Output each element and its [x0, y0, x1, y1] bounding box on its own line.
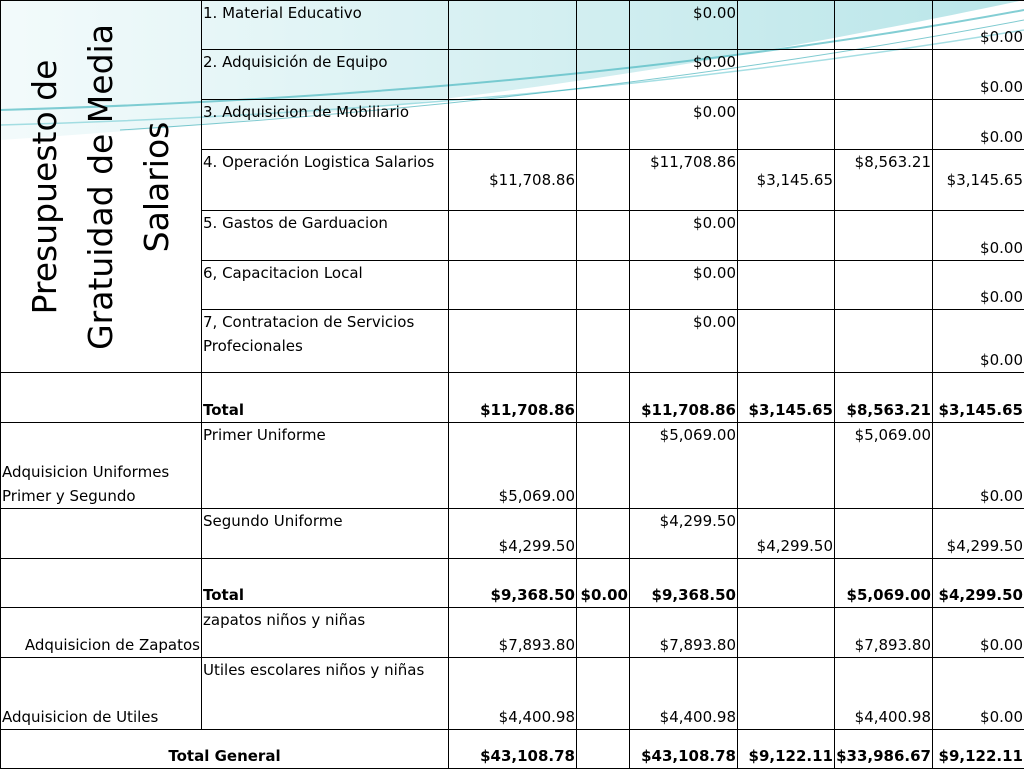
- cell-value: [449, 1, 577, 50]
- cell-value: $9,368.50: [449, 559, 577, 608]
- cell-value: $0.00: [630, 50, 738, 100]
- cell-value: $8,563.21: [835, 150, 933, 211]
- row-label: 3. Adquisicion de Mobiliario: [202, 100, 449, 150]
- cell-value: [449, 211, 577, 261]
- cell-value: $43,108.78: [630, 730, 738, 769]
- cell-value: [577, 658, 630, 730]
- cell-value: [738, 50, 835, 100]
- row-label: Segundo Uniforme: [202, 509, 449, 559]
- cell-value: [835, 310, 933, 373]
- cell-value: [835, 1, 933, 50]
- row-label: 7, Contratacion de Servicios Profecionales: [202, 310, 449, 373]
- total-label: Total: [202, 373, 449, 423]
- cell-value: [577, 261, 630, 310]
- cell-value: [577, 373, 630, 423]
- cell-value: $4,400.98: [835, 658, 933, 730]
- cell-value: [577, 50, 630, 100]
- cell-value: $0.00: [933, 261, 1024, 310]
- cell-value: [577, 310, 630, 373]
- row-label: Utiles escolares niños y niñas: [202, 658, 449, 730]
- cell-value: $9,368.50: [630, 559, 738, 608]
- table-row: [1, 658, 1024, 730]
- cell-value: [577, 730, 630, 769]
- cell-value: [449, 100, 577, 150]
- cell-value: [577, 150, 630, 211]
- cell-value: $11,708.86: [449, 150, 577, 211]
- cell-value: $0.00: [933, 423, 1024, 509]
- cell-value: [738, 559, 835, 608]
- row-label: 2. Adquisición de Equipo: [202, 50, 449, 100]
- cell-value: [577, 509, 630, 559]
- cell-value: $0.00: [630, 1, 738, 50]
- total-general-label: Total General: [1, 730, 449, 769]
- cell-value: [835, 261, 933, 310]
- cell-value: [738, 100, 835, 150]
- cell-value: $7,893.80: [835, 608, 933, 658]
- cell-value: $0.00: [630, 100, 738, 150]
- table-row: [1, 1, 1024, 50]
- cell-value: [835, 211, 933, 261]
- section-title-cell: [1, 1, 202, 373]
- total-general-row: [1, 730, 1024, 769]
- row-label: 4. Operación Logistica Salarios: [202, 150, 449, 211]
- cell-value: [738, 211, 835, 261]
- empty-cell: [1, 373, 202, 423]
- cell-value: [449, 50, 577, 100]
- cell-value: $7,893.80: [630, 608, 738, 658]
- cell-value: $0.00: [630, 261, 738, 310]
- cell-value: [577, 423, 630, 509]
- group-label: Adquisicion de Zapatos: [1, 608, 202, 658]
- cell-value: $0.00: [933, 1, 1024, 50]
- cell-value: $0.00: [630, 211, 738, 261]
- cell-value: [738, 423, 835, 509]
- cell-value: [738, 261, 835, 310]
- cell-value: $0.00: [933, 100, 1024, 150]
- group-label: Adquisicion Uniformes Primer y Segundo: [1, 423, 202, 509]
- cell-value: $4,299.50: [449, 509, 577, 559]
- cell-value: $9,122.11: [738, 730, 835, 769]
- total-row: [1, 559, 1024, 608]
- cell-value: [738, 658, 835, 730]
- cell-value: $11,708.86: [449, 373, 577, 423]
- cell-value: $0.00: [933, 211, 1024, 261]
- total-label: Total: [202, 559, 449, 608]
- row-label: zapatos niños y niñas: [202, 608, 449, 658]
- cell-value: [738, 608, 835, 658]
- row-label: 6, Capacitacion Local: [202, 261, 449, 310]
- row-label: 1. Material Educativo: [202, 1, 449, 50]
- cell-value: $4,400.98: [630, 658, 738, 730]
- cell-value: $7,893.80: [449, 608, 577, 658]
- cell-value: $4,299.50: [630, 509, 738, 559]
- cell-value: [577, 100, 630, 150]
- cell-value: $4,299.50: [738, 509, 835, 559]
- cell-value: [835, 509, 933, 559]
- cell-value: $33,986.67: [835, 730, 933, 769]
- cell-value: $11,708.86: [630, 373, 738, 423]
- empty-cell: [1, 509, 202, 559]
- cell-value: [738, 1, 835, 50]
- cell-value: [577, 211, 630, 261]
- row-label: 5. Gastos de Garduacion: [202, 211, 449, 261]
- cell-value: [835, 100, 933, 150]
- cell-value: [577, 608, 630, 658]
- cell-value: $0.00: [630, 310, 738, 373]
- cell-value: [449, 261, 577, 310]
- cell-value: $0.00: [933, 310, 1024, 373]
- cell-value: [738, 310, 835, 373]
- cell-value: $0.00: [933, 50, 1024, 100]
- row-label: Primer Uniforme: [202, 423, 449, 509]
- cell-value: $3,145.65: [738, 150, 835, 211]
- section-title: Presupuesto de Gratuidad de Media Salarios: [17, 1, 185, 373]
- group-label: Adquisicion de Utiles: [1, 658, 202, 730]
- cell-value: $5,069.00: [835, 559, 933, 608]
- cell-value: $5,069.00: [630, 423, 738, 509]
- table-row: [1, 509, 1024, 559]
- cell-value: $5,069.00: [835, 423, 933, 509]
- cell-value: $0.00: [933, 658, 1024, 730]
- cell-value: $0.00: [577, 559, 630, 608]
- cell-value: [577, 1, 630, 50]
- cell-value: $8,563.21: [835, 373, 933, 423]
- cell-value: $0.00: [933, 608, 1024, 658]
- cell-value: $4,299.50: [933, 559, 1024, 608]
- cell-value: [835, 50, 933, 100]
- cell-value: $4,299.50: [933, 509, 1024, 559]
- cell-value: $3,145.65: [738, 373, 835, 423]
- total-row: [1, 373, 1024, 423]
- table-row: [1, 423, 1024, 509]
- empty-cell: [1, 559, 202, 608]
- cell-value: $9,122.11: [933, 730, 1024, 769]
- cell-value: $3,145.65: [933, 373, 1024, 423]
- cell-value: $43,108.78: [449, 730, 577, 769]
- cell-value: $11,708.86: [630, 150, 738, 211]
- cell-value: $4,400.98: [449, 658, 577, 730]
- cell-value: $3,145.65: [933, 150, 1024, 211]
- cell-value: $5,069.00: [449, 423, 577, 509]
- table-row: [1, 608, 1024, 658]
- cell-value: [449, 310, 577, 373]
